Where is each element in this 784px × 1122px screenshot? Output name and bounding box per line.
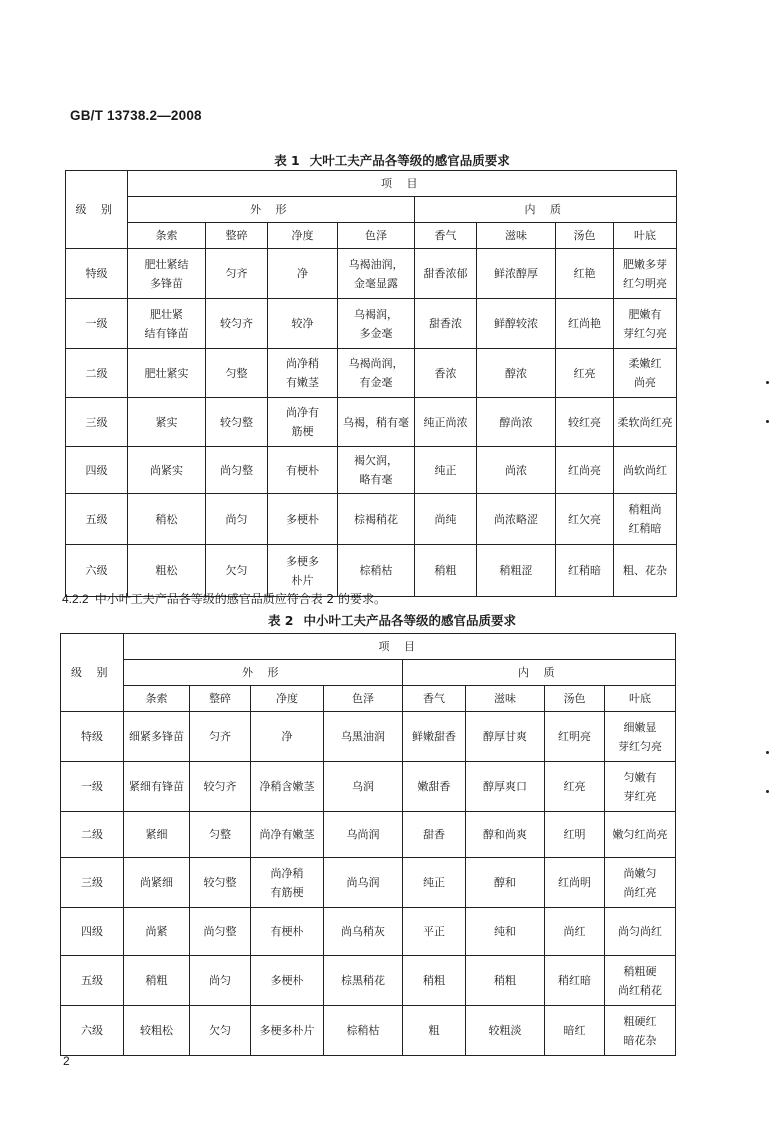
table-cell: 甜香 — [403, 812, 466, 858]
table-cell: 稍松 — [128, 494, 206, 545]
grade-cell: 二级 — [66, 349, 128, 398]
table-cell: 较匀齐 — [190, 762, 251, 812]
table-cell: 匀整 — [206, 349, 268, 398]
table-cell: 肥壮紧实 — [128, 349, 206, 398]
table-cell: 红尚明 — [545, 858, 605, 908]
table2 — [60, 633, 676, 1056]
table-cell: 多梗朴 — [251, 956, 324, 1006]
table-cell: 紧细有锋苗 — [124, 762, 190, 812]
table1-title: 大叶工夫产品各等级的感官品质要求 — [309, 153, 510, 168]
table-cell: 匀嫩有 芽红亮 — [605, 762, 676, 812]
table-cell: 棕稍枯 — [324, 1006, 403, 1056]
table1-caption — [0, 151, 784, 169]
table-cell: 纯正 — [403, 858, 466, 908]
table-cell: 尚净有 筋梗 — [268, 398, 338, 447]
table-cell: 尚嫩匀 尚红亮 — [605, 858, 676, 908]
table1-number: 表 1 — [274, 153, 300, 168]
table-cell: 乌褐油润， 金毫显露 — [338, 249, 415, 299]
table-cell: 尚匀整 — [206, 447, 268, 494]
table-cell: 棕黑稍花 — [324, 956, 403, 1006]
table-cell: 尚乌润 — [324, 858, 403, 908]
table-cell: 纯正尚浓 — [415, 398, 477, 447]
table-cell: 乌褐，稍有毫 — [338, 398, 415, 447]
table-cell: 肥嫩有 芽红匀亮 — [614, 299, 677, 349]
table-cell: 较粗淡 — [466, 1006, 545, 1056]
column-header: 色泽 — [324, 686, 403, 712]
table-row — [66, 249, 677, 299]
scan-mark — [766, 381, 769, 384]
column-header: 条索 — [124, 686, 190, 712]
table-cell: 较匀齐 — [206, 299, 268, 349]
table-cell: 红欠亮 — [556, 494, 614, 545]
table-cell: 较匀整 — [190, 858, 251, 908]
table-cell: 尚净有嫩茎 — [251, 812, 324, 858]
table-row — [66, 349, 677, 398]
table-cell: 稍粗尚 红稍暗 — [614, 494, 677, 545]
table-cell: 较红亮 — [556, 398, 614, 447]
table2-column-headers — [61, 686, 676, 712]
table-cell: 尚匀 — [190, 956, 251, 1006]
grade-cell: 一级 — [66, 299, 128, 349]
table-row — [61, 908, 676, 956]
table-cell: 醇尚浓 — [477, 398, 556, 447]
table-cell: 较净 — [268, 299, 338, 349]
column-header: 叶底 — [614, 223, 677, 249]
table-cell: 红明 — [545, 812, 605, 858]
table-cell: 乌润 — [324, 762, 403, 812]
table-cell: 肥壮紧结 多锋苗 — [128, 249, 206, 299]
table-cell: 尚紧 — [124, 908, 190, 956]
table-cell: 鲜醇较浓 — [477, 299, 556, 349]
table-cell: 尚纯 — [415, 494, 477, 545]
table-cell: 乌褐尚润， 有金毫 — [338, 349, 415, 398]
table-row — [66, 494, 677, 545]
table-cell: 净 — [268, 249, 338, 299]
table-cell: 醇和 — [466, 858, 545, 908]
table2-item-header: 项 目 — [124, 634, 676, 660]
table-row — [66, 398, 677, 447]
table-cell: 欠匀 — [206, 545, 268, 597]
table-cell: 红尚艳 — [556, 299, 614, 349]
column-header: 滋味 — [477, 223, 556, 249]
table-cell: 醇浓 — [477, 349, 556, 398]
scan-mark — [766, 790, 769, 793]
clause-4-2-2 — [62, 590, 386, 607]
table-cell: 稍粗 — [124, 956, 190, 1006]
table-cell: 肥嫩多芽 红匀明亮 — [614, 249, 677, 299]
table-cell: 尚匀整 — [190, 908, 251, 956]
table-cell: 鲜嫩甜香 — [403, 712, 466, 762]
table-cell: 红亮 — [556, 349, 614, 398]
table2-caption — [0, 611, 784, 629]
table-cell: 匀齐 — [190, 712, 251, 762]
table-row — [61, 812, 676, 858]
table1-grade-header: 级 别 — [66, 171, 128, 249]
table-cell: 褐欠润， 略有毫 — [338, 447, 415, 494]
grade-cell: 四级 — [61, 908, 124, 956]
table-cell: 尚红 — [545, 908, 605, 956]
table1-quality-header: 内 质 — [415, 197, 677, 223]
table-row — [61, 1006, 676, 1056]
table2-title: 中小叶工夫产品各等级的感官品质要求 — [303, 613, 517, 628]
table1-column-headers — [66, 223, 677, 249]
table-cell: 尚乌稍灰 — [324, 908, 403, 956]
table-cell: 嫩甜香 — [403, 762, 466, 812]
table-cell: 香浓 — [415, 349, 477, 398]
table-row — [61, 762, 676, 812]
table-cell: 红稍暗 — [556, 545, 614, 597]
table-cell: 稍粗硬 尚红稍花 — [605, 956, 676, 1006]
table-cell: 多梗朴 — [268, 494, 338, 545]
grade-cell: 五级 — [61, 956, 124, 1006]
table-cell: 稍粗 — [466, 956, 545, 1006]
table-cell: 棕褐稍花 — [338, 494, 415, 545]
table-cell: 醇厚甘爽 — [466, 712, 545, 762]
table-cell: 尚软尚红 — [614, 447, 677, 494]
table-cell: 紧细 — [124, 812, 190, 858]
table-cell: 粗松 — [128, 545, 206, 597]
table-cell: 乌褐润， 多金毫 — [338, 299, 415, 349]
column-header: 香气 — [415, 223, 477, 249]
table2-appearance-header: 外 形 — [124, 660, 403, 686]
table-cell: 匀整 — [190, 812, 251, 858]
column-header: 净度 — [251, 686, 324, 712]
table-cell: 稍粗 — [403, 956, 466, 1006]
grade-cell: 四级 — [66, 447, 128, 494]
table-cell: 尚紧实 — [128, 447, 206, 494]
table-cell: 有梗朴 — [251, 908, 324, 956]
table-cell: 棕稍枯 — [338, 545, 415, 597]
table-cell: 红尚亮 — [556, 447, 614, 494]
table2-grade-header: 级 别 — [61, 634, 124, 712]
table-cell: 较粗松 — [124, 1006, 190, 1056]
table-cell: 尚净稍 有筋梗 — [251, 858, 324, 908]
table-cell: 柔软尚红亮 — [614, 398, 677, 447]
table-cell: 粗、花杂 — [614, 545, 677, 597]
column-header: 叶底 — [605, 686, 676, 712]
page-number: 2 — [63, 1054, 70, 1068]
column-header: 整碎 — [190, 686, 251, 712]
table-row — [61, 956, 676, 1006]
table-cell: 尚浓 — [477, 447, 556, 494]
table-cell: 纯和 — [466, 908, 545, 956]
table1-item-header: 项 目 — [128, 171, 677, 197]
table-cell: 甜香浓郁 — [415, 249, 477, 299]
table-row — [61, 712, 676, 762]
table-cell: 有梗朴 — [268, 447, 338, 494]
table-cell: 稍粗涩 — [477, 545, 556, 597]
grade-cell: 二级 — [61, 812, 124, 858]
table-cell: 甜香浓 — [415, 299, 477, 349]
column-header: 整碎 — [206, 223, 268, 249]
table-cell: 尚浓略涩 — [477, 494, 556, 545]
table-cell: 尚净稍 有嫩茎 — [268, 349, 338, 398]
table-row — [61, 858, 676, 908]
table2-number: 表 2 — [267, 613, 294, 628]
table-cell: 细嫩显 芽红匀亮 — [605, 712, 676, 762]
grade-cell: 五级 — [66, 494, 128, 545]
table-cell: 尚匀 — [206, 494, 268, 545]
table-cell: 欠匀 — [190, 1006, 251, 1056]
grade-cell: 六级 — [61, 1006, 124, 1056]
table1 — [65, 170, 677, 597]
table-cell: 平正 — [403, 908, 466, 956]
table-cell: 稍红暗 — [545, 956, 605, 1006]
table2-quality-header: 内 质 — [403, 660, 676, 686]
table-cell: 匀齐 — [206, 249, 268, 299]
table-cell: 紧实 — [128, 398, 206, 447]
table-cell: 鲜浓醇厚 — [477, 249, 556, 299]
grade-cell: 六级 — [66, 545, 128, 597]
grade-cell: 特级 — [61, 712, 124, 762]
table-cell: 红亮 — [545, 762, 605, 812]
table1-appearance-header: 外 形 — [128, 197, 415, 223]
table-cell: 尚紧细 — [124, 858, 190, 908]
column-header: 滋味 — [466, 686, 545, 712]
table-row — [66, 545, 677, 597]
table-row — [66, 299, 677, 349]
table-row — [66, 447, 677, 494]
table-cell: 多梗多 朴片 — [268, 545, 338, 597]
table-cell: 乌黑油润 — [324, 712, 403, 762]
column-header: 香气 — [403, 686, 466, 712]
column-header: 汤色 — [545, 686, 605, 712]
scan-mark — [766, 751, 769, 754]
table-cell: 较匀整 — [206, 398, 268, 447]
table-cell: 红明亮 — [545, 712, 605, 762]
column-header: 色泽 — [338, 223, 415, 249]
table-cell: 纯正 — [415, 447, 477, 494]
table-cell: 醇和尚爽 — [466, 812, 545, 858]
column-header: 汤色 — [556, 223, 614, 249]
table-cell: 暗红 — [545, 1006, 605, 1056]
table-cell: 柔嫩红 尚亮 — [614, 349, 677, 398]
table-cell: 红艳 — [556, 249, 614, 299]
table-cell: 稍粗 — [415, 545, 477, 597]
table-cell: 乌尚润 — [324, 812, 403, 858]
grade-cell: 三级 — [61, 858, 124, 908]
table-cell: 尚匀尚红 — [605, 908, 676, 956]
table-cell: 净 — [251, 712, 324, 762]
table-cell: 粗硬红 暗花杂 — [605, 1006, 676, 1056]
clause-text: 中小叶工夫产品各等级的感官品质应符合表 2 的要求。 — [94, 592, 386, 606]
table-cell: 醇厚爽口 — [466, 762, 545, 812]
table-cell: 细紧多锋苗 — [124, 712, 190, 762]
table-cell: 肥壮紧 结有锋苗 — [128, 299, 206, 349]
table-cell: 粗 — [403, 1006, 466, 1056]
clause-number: 4.2.2 — [62, 592, 89, 606]
grade-cell: 特级 — [66, 249, 128, 299]
document-id: GB/T 13738.2—2008 — [70, 108, 202, 123]
scan-mark — [766, 420, 769, 423]
column-header: 净度 — [268, 223, 338, 249]
grade-cell: 一级 — [61, 762, 124, 812]
column-header: 条索 — [128, 223, 206, 249]
grade-cell: 三级 — [66, 398, 128, 447]
table-cell: 嫩匀红尚亮 — [605, 812, 676, 858]
table-cell: 多梗多朴片 — [251, 1006, 324, 1056]
table-cell: 净稍含嫩茎 — [251, 762, 324, 812]
